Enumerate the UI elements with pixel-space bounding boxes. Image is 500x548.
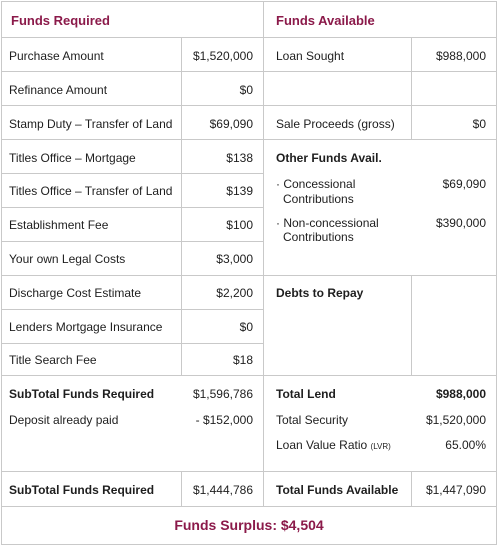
funds-table: [1, 1, 497, 545]
total-security-value: $1,520,000: [425, 413, 486, 427]
loan-sought-label: Loan Sought: [276, 49, 345, 63]
divider: [1, 105, 497, 106]
required-value: $138: [226, 151, 253, 165]
divider: [1, 37, 497, 38]
subtotal-value: $1,596,786: [192, 387, 253, 401]
required-label: Discharge Cost Estimate: [9, 286, 142, 300]
required-label: Titles Office – Transfer of Land: [9, 184, 173, 198]
divider: [1, 506, 497, 507]
concessional-label-line2: Contributions: [283, 192, 354, 206]
debts-title: Debts to Repay: [276, 286, 364, 300]
required-label: Titles Office – Mortgage: [9, 151, 136, 165]
header-funds-required: Funds Required: [11, 13, 110, 28]
total-security-label: Total Security: [276, 413, 349, 427]
divider: [411, 275, 412, 375]
divider: [1, 275, 497, 276]
required-label: Title Search Fee: [9, 353, 97, 367]
required-label: Lenders Mortgage Insurance: [9, 320, 163, 334]
divider: [1, 173, 263, 174]
lvr-suffix: (LVR): [370, 442, 391, 451]
required-value: $139: [226, 184, 253, 198]
deposit-value: - $152,000: [195, 413, 253, 427]
required-label: Establishment Fee: [9, 218, 109, 232]
header-funds-available: Funds Available: [276, 13, 375, 28]
lvr-label: [276, 438, 391, 452]
concessional-value: $69,090: [442, 177, 486, 191]
divider: [1, 1, 497, 2]
required-value: $69,090: [209, 117, 253, 131]
total-lend-value: $988,000: [435, 387, 486, 401]
loan-sought-value: $988,000: [435, 49, 486, 63]
divider: [1, 241, 263, 242]
required-value: $2,200: [216, 286, 253, 300]
divider: [496, 1, 497, 545]
subtotal-label: SubTotal Funds Required: [9, 387, 155, 401]
required-value: $18: [232, 353, 253, 367]
deposit-label: Deposit already paid: [9, 413, 119, 427]
non-concessional-value: $390,000: [435, 216, 486, 230]
divider: [1, 544, 497, 545]
total-available-value: $1,447,090: [425, 483, 486, 497]
divider: [1, 309, 263, 310]
required-value: $100: [226, 218, 253, 232]
divider: [1, 71, 497, 72]
required-label: Purchase Amount: [9, 49, 104, 63]
divider: [1, 375, 497, 376]
final-subtotal-label: SubTotal Funds Required: [9, 483, 155, 497]
final-subtotal-value: $1,444,786: [192, 483, 253, 497]
lvr-label-text: Loan Value Ratio: [276, 438, 368, 452]
sale-proceeds-value: $0: [472, 117, 486, 131]
divider: [1, 343, 263, 344]
required-label: Your own Legal Costs: [9, 252, 126, 266]
lvr-value: 65.00%: [445, 438, 486, 452]
divider: [1, 207, 263, 208]
required-value: $0: [239, 83, 253, 97]
non-concessional-label: · Non-concessional: [276, 216, 379, 230]
required-value: $1,520,000: [192, 49, 253, 63]
divider: [263, 1, 264, 506]
required-value: $3,000: [216, 252, 253, 266]
total-lend-label: Total Lend: [276, 387, 336, 401]
non-concessional-label-line2: Contributions: [283, 230, 354, 244]
required-label: Stamp Duty – Transfer of Land: [9, 117, 173, 131]
divider: [1, 139, 497, 140]
divider: [1, 471, 497, 472]
total-available-label: Total Funds Available: [276, 483, 399, 497]
required-value: $0: [239, 320, 253, 334]
concessional-label: · Concessional: [276, 177, 356, 191]
divider: [1, 1, 2, 545]
funds-surplus: Funds Surplus: $4,504: [174, 517, 324, 533]
required-label: Refinance Amount: [9, 83, 108, 97]
other-funds-title: Other Funds Avail.: [276, 151, 382, 165]
sale-proceeds-label: Sale Proceeds (gross): [276, 117, 395, 131]
